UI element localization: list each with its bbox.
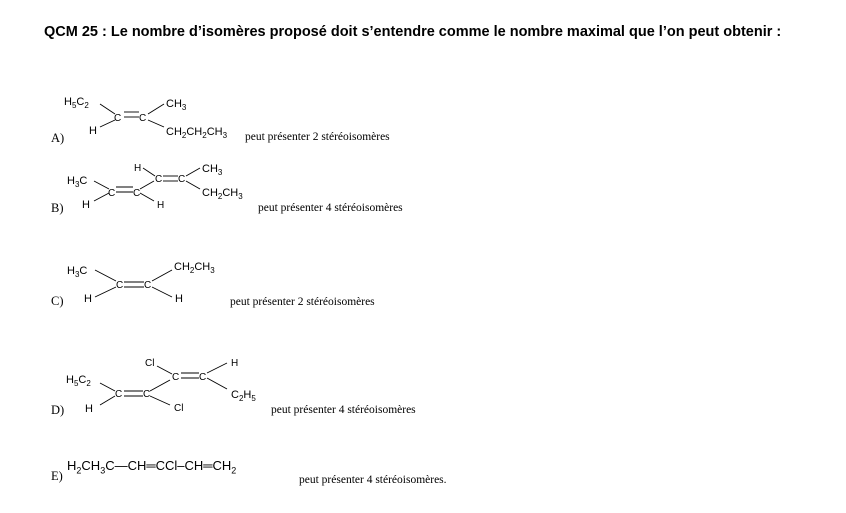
svg-text:C: C [116,280,124,291]
svg-text:Cl: Cl [145,358,155,369]
option-d-letter: D) [51,403,65,417]
option-e-letter: E) [51,469,63,483]
svg-text:H: H [175,293,183,305]
structure-b-labels [67,163,243,211]
svg-text:H: H [82,199,90,211]
option-d-statement: peut présenter 4 stéréoisomères [271,404,416,416]
svg-text:CH2CH2CH3: $CH_2CH_2CH_3$ [166,126,228,140]
svg-text:H: H [157,200,165,211]
svg-text:CH3: $CH_3$ [202,163,223,177]
option-b-letter: B) [51,201,64,215]
structure-a-labels [64,96,228,140]
svg-text:C: C [199,372,207,383]
svg-text:C: C [143,389,151,400]
option-e-formula [67,458,236,476]
option-e-formula-text: $H_2CH_3C—CH═CCl-CH═CH_2$ [67,458,237,476]
option-a-statement: peut présenter 2 stéréoisomères [245,131,390,143]
svg-text:H5C2: $H_5C_2$ [64,96,89,110]
svg-text:H3C: $H_3C$ [67,175,88,189]
svg-text:H: H [231,358,239,369]
svg-text:H: H [89,125,97,137]
svg-text:C2H5: $C_2H_5$ [231,389,256,403]
svg-text:Cl: Cl [174,403,184,414]
option-c-letter: C) [51,294,64,308]
svg-text:C: C [108,188,116,199]
svg-text:H: H [85,403,93,415]
structure-a [100,104,164,127]
svg-text:CH2CH3: $CH_2CH_3$ [202,187,243,201]
svg-text:C: C [144,280,152,291]
svg-text:H3C: $H_3C$ [67,265,88,279]
svg-text:H: H [84,293,92,305]
svg-text:C: C [155,174,163,185]
svg-text:C: C [115,389,123,400]
structure-d-labels [66,358,256,415]
structure-c [95,270,172,297]
svg-text:H5C2: $H_5C_2$ [66,374,91,388]
svg-text:C: C [133,188,141,199]
svg-text:C: C [114,113,122,124]
svg-text:CH3: $CH_3$ [166,98,187,112]
option-b-statement: peut présenter 4 stéréoisomères [258,202,403,214]
question-title: QCM 25 : Le nombre d’isomères proposé doit s’entendre comme le nombre maximal que l’on peut obtenir : [44,24,782,40]
option-e-statement: peut présenter 4 stéréoisomères. [299,474,447,486]
svg-text:C: C [139,113,147,124]
option-c-statement: peut présenter 2 stéréoisomères [230,296,375,308]
structure-c-labels [67,261,215,305]
option-a-letter: A) [51,131,65,145]
svg-text:CH2CH3: $CH_2CH_3$ [174,261,215,275]
svg-text:C: C [172,372,180,383]
svg-text:C: C [178,174,186,185]
svg-text:H: H [134,163,142,174]
